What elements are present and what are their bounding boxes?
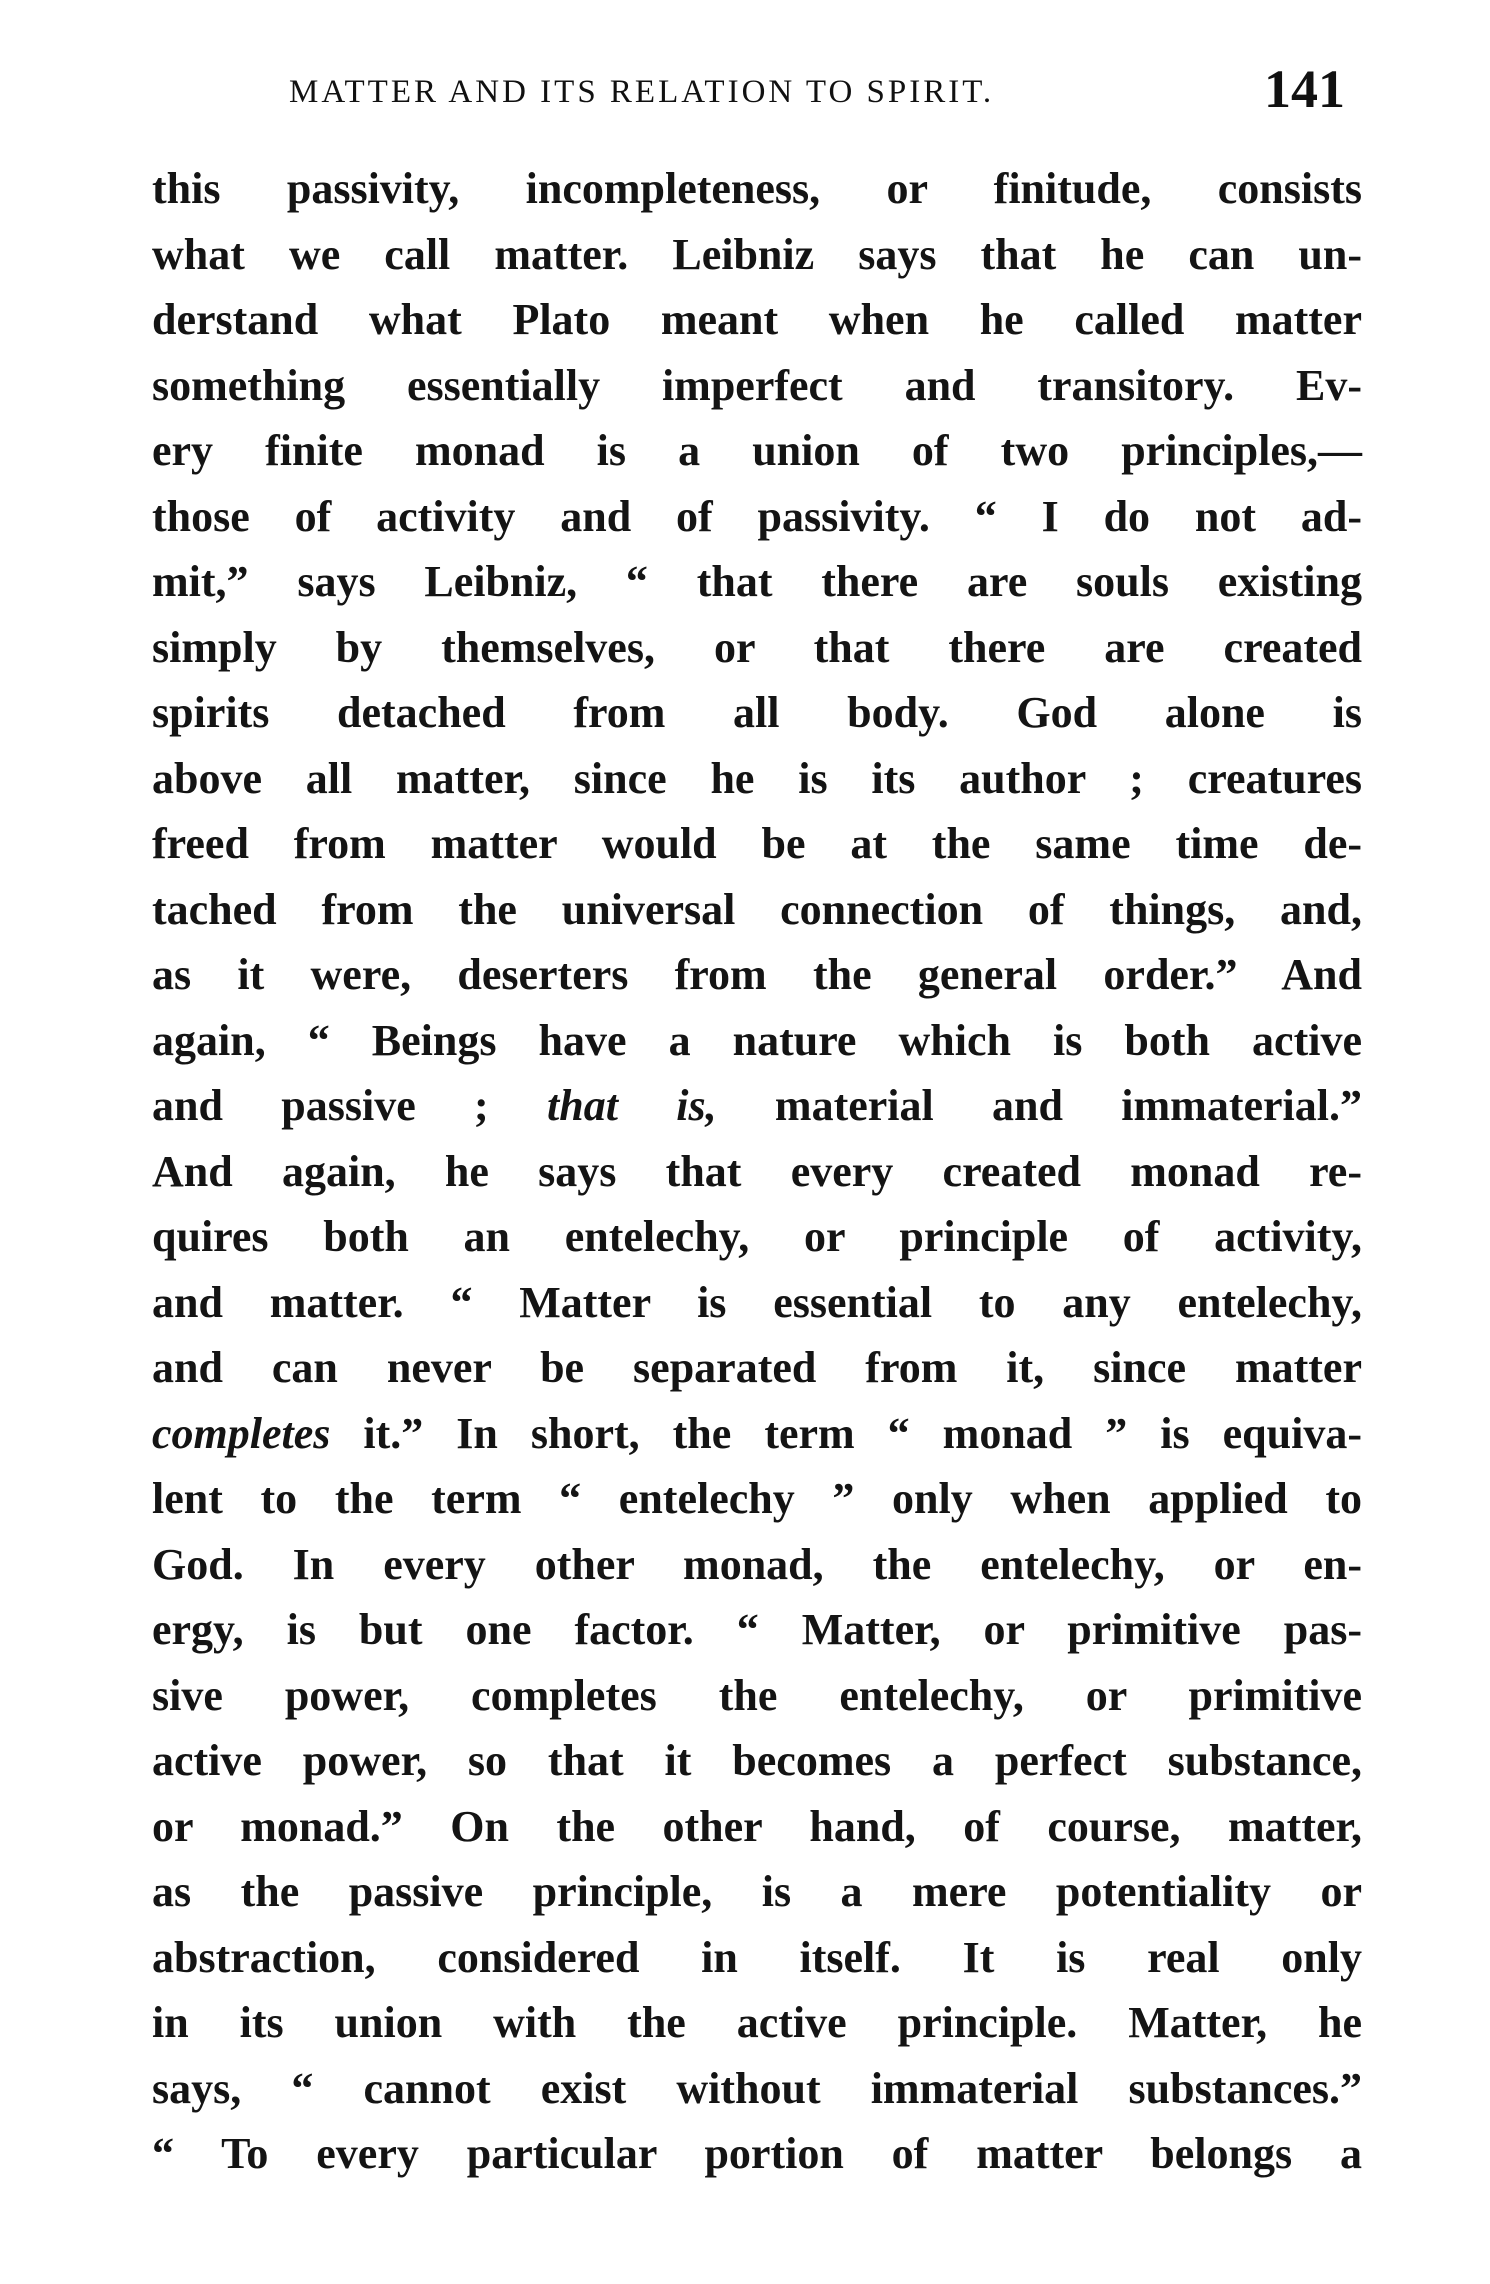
text-line: in its union with the active principle. Matter, he — [152, 1998, 1362, 2047]
running-title: MATTER AND ITS RELATION TO SPIRIT. — [289, 74, 995, 110]
text-line: tached from the universal connection of things, and, — [152, 884, 1362, 934]
text-line: this passivity, incompleteness, or finitude, consists — [152, 164, 1362, 213]
text-line: those of activity and of passivity. “ I do not ad- — [152, 491, 1362, 541]
body-text — [152, 156, 1362, 2187]
text-line: active power, so that it becomes a perfect substance, — [152, 1736, 1362, 1785]
text-line: or monad.” On the other hand, of course, matter, — [152, 1801, 1362, 1851]
text-line: “ To every particular portion of matter belongs a — [152, 2129, 1362, 2178]
text-line: something essentially imperfect and transitory. Ev- — [152, 360, 1362, 410]
text-line: freed from matter would be at the same time de- — [152, 819, 1362, 868]
text-line: as the passive principle, is a mere potentiality or — [152, 1867, 1362, 1916]
text-line: and matter. “ Matter is essential to any entelechy, — [152, 1277, 1362, 1327]
text-line: God. In every other monad, the entelechy, or en- — [152, 1539, 1362, 1589]
text-line: as it were, deserters from the general order.” And — [152, 950, 1362, 999]
text-line: ery finite monad is a union of two principles,— — [152, 426, 1362, 475]
text-line-with-italic — [152, 1073, 1362, 1139]
italic-segment: that is, — [547, 1081, 717, 1130]
text-line-with-italic — [152, 1401, 1362, 1467]
text-segment: material and immaterial.” — [716, 1081, 1362, 1130]
text-line: and can never be separated from it, since matter — [152, 1343, 1362, 1392]
text-line: abstraction, considered in itself. It is real only — [152, 1932, 1362, 1982]
text-line: above all matter, since he is its author ; creatures — [152, 753, 1362, 803]
text-line: mit,” says Leibniz, “ that there are souls existing — [152, 557, 1362, 606]
page-number: 141 — [1264, 59, 1345, 119]
text-segment: it.” In short, the term “ monad ” is equiva- — [330, 1408, 1362, 1458]
text-line: sive power, completes the entelechy, or primitive — [152, 1670, 1362, 1720]
page-header — [289, 56, 1389, 136]
text-line: derstand what Plato meant when he called matter — [152, 295, 1362, 344]
text-line: simply by themselves, or that there are created — [152, 622, 1362, 672]
text-line: says, “ cannot exist without immaterial substances.” — [152, 2063, 1362, 2113]
text-line: what we call matter. Leibniz says that he can un- — [152, 229, 1362, 279]
text-segment: and passive ; — [152, 1081, 548, 1130]
text-line: again, “ Beings have a nature which is both active — [152, 1015, 1362, 1065]
text-line: ergy, is but one factor. “ Matter, or primitive pas- — [152, 1605, 1362, 1654]
text-line: And again, he says that every created monad re- — [152, 1146, 1362, 1196]
italic-segment: completes — [152, 1408, 331, 1458]
text-line: lent to the term “ entelechy ” only when applied to — [152, 1474, 1362, 1523]
text-line: spirits detached from all body. God alone is — [152, 688, 1362, 737]
text-line: quires both an entelechy, or principle of activity, — [152, 1212, 1362, 1261]
